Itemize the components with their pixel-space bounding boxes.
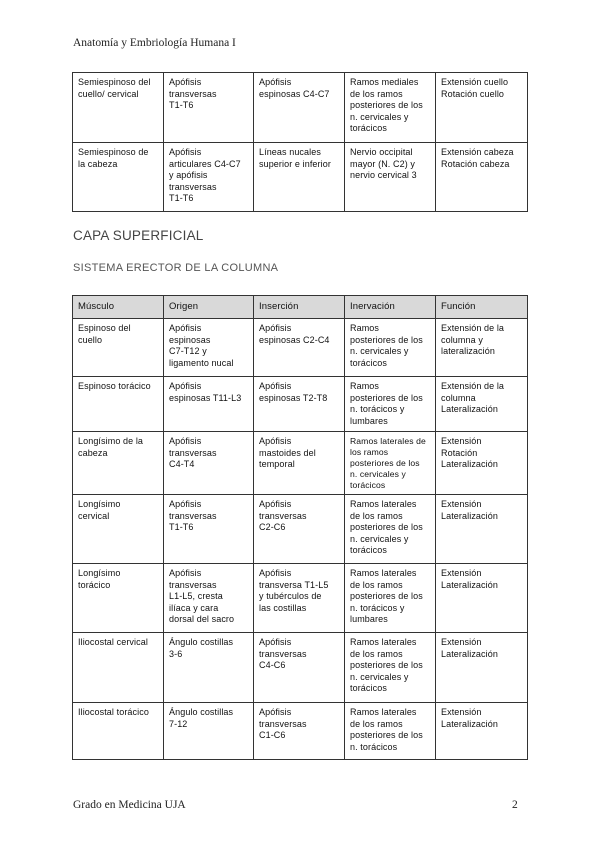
cell-origin: Apófisis articulares C4-C7 y apófisis transversas T1-T6 bbox=[164, 143, 254, 212]
cell-insertion: Apófisis transversas C2-C6 bbox=[254, 495, 345, 564]
cell-insertion: Apófisis transversa T1-L5 y tubérculos de las costillas bbox=[254, 564, 345, 633]
cell-origin: Apófisis transversas T1-T6 bbox=[164, 495, 254, 564]
table-erector-columna bbox=[72, 295, 528, 760]
cell-function: Extensión Lateralización bbox=[436, 633, 528, 703]
cell-origin: Apófisis espinosas C7-T12 y ligamento nucal bbox=[164, 319, 254, 377]
cell-muscle: Espinoso torácico bbox=[73, 377, 164, 432]
cell-muscle: Longísimo torácico bbox=[73, 564, 164, 633]
cell-innervation: Ramos posteriores de los n. torácicos y lumbares bbox=[345, 377, 436, 432]
table-row bbox=[73, 73, 528, 143]
table-row bbox=[73, 377, 528, 432]
cell-function: Extensión Lateralización bbox=[436, 703, 528, 760]
cell-muscle: Longísimo cervical bbox=[73, 495, 164, 564]
section-title: CAPA SUPERFICIAL bbox=[73, 228, 204, 243]
cell-innervation: Ramos laterales de los ramos posteriores de los n. cervicales y torácicos bbox=[345, 495, 436, 564]
cell-insertion: Apófisis transversas C1-C6 bbox=[254, 703, 345, 760]
column-header-origin: Origen bbox=[164, 296, 254, 319]
table-row bbox=[73, 495, 528, 564]
cell-innervation: Ramos posteriores de los n. cervicales y torácicos bbox=[345, 319, 436, 377]
cell-insertion: Apófisis espinosas T2-T8 bbox=[254, 377, 345, 432]
cell-muscle: Iliocostal cervical bbox=[73, 633, 164, 703]
cell-innervation: Nervio occipital mayor (N. C2) y nervio cervical 3 bbox=[345, 143, 436, 212]
column-header-muscle: Músculo bbox=[73, 296, 164, 319]
column-header-function: Función bbox=[436, 296, 528, 319]
page-footer: Grado en Medicina UJA bbox=[73, 799, 186, 811]
cell-origin: Apófisis transversas C4-T4 bbox=[164, 432, 254, 495]
cell-function: Extensión Lateralización bbox=[436, 495, 528, 564]
cell-muscle: Espinoso del cuello bbox=[73, 319, 164, 377]
cell-function: Extensión Lateralización bbox=[436, 564, 528, 633]
cell-origin: Apófisis transversas T1-T6 bbox=[164, 73, 254, 143]
cell-function: Extensión cabeza Rotación cabeza bbox=[436, 143, 528, 212]
table-row bbox=[73, 564, 528, 633]
cell-origin: Ángulo costillas 3-6 bbox=[164, 633, 254, 703]
cell-insertion: Apófisis transversas C4-C6 bbox=[254, 633, 345, 703]
table-row bbox=[73, 432, 528, 495]
table-row bbox=[73, 143, 528, 212]
cell-insertion: Apófisis mastoides del temporal bbox=[254, 432, 345, 495]
table-row bbox=[73, 703, 528, 760]
table-semiespinoso bbox=[72, 72, 528, 212]
cell-muscle: Semiespinoso del cuello/ cervical bbox=[73, 73, 164, 143]
cell-innervation: Ramos laterales de los ramos posteriores de los n. torácicos y lumbares bbox=[345, 564, 436, 633]
cell-insertion: Líneas nucales superior e inferior bbox=[254, 143, 345, 212]
cell-origin: Ángulo costillas 7-12 bbox=[164, 703, 254, 760]
cell-origin: Apófisis espinosas T11-L3 bbox=[164, 377, 254, 432]
cell-function: Extensión de la columna y lateralización bbox=[436, 319, 528, 377]
cell-innervation: Ramos laterales de los ramos posteriores de los n. cervicales y torácicos bbox=[345, 633, 436, 703]
cell-function: Extensión Rotación Lateralización bbox=[436, 432, 528, 495]
page-number: 2 bbox=[512, 799, 518, 811]
cell-muscle: Iliocostal torácico bbox=[73, 703, 164, 760]
cell-innervation: Ramos laterales de los ramos posteriores de los n. cervicales y torácicos bbox=[345, 432, 436, 495]
page-header: Anatomía y Embriología Humana I bbox=[73, 37, 236, 49]
cell-muscle: Longísimo de la cabeza bbox=[73, 432, 164, 495]
subsection-title: SISTEMA ERECTOR DE LA COLUMNA bbox=[73, 262, 279, 274]
cell-muscle: Semiespinoso de la cabeza bbox=[73, 143, 164, 212]
cell-function: Extensión cuello Rotación cuello bbox=[436, 73, 528, 143]
table-row bbox=[73, 633, 528, 703]
table-row bbox=[73, 319, 528, 377]
cell-innervation: Ramos laterales de los ramos posteriores de los n. torácicos bbox=[345, 703, 436, 760]
cell-innervation: Ramos mediales de los ramos posteriores de los n. cervicales y torácicos bbox=[345, 73, 436, 143]
cell-function: Extensión de la columna Lateralización bbox=[436, 377, 528, 432]
cell-origin: Apófisis transversas L1-L5, cresta ilíaca y cara dorsal del sacro bbox=[164, 564, 254, 633]
column-header-innervation: Inervación bbox=[345, 296, 436, 319]
column-header-insertion: Inserción bbox=[254, 296, 345, 319]
cell-insertion: Apófisis espinosas C2-C4 bbox=[254, 319, 345, 377]
cell-insertion: Apófisis espinosas C4-C7 bbox=[254, 73, 345, 143]
table-header-row bbox=[73, 296, 528, 319]
